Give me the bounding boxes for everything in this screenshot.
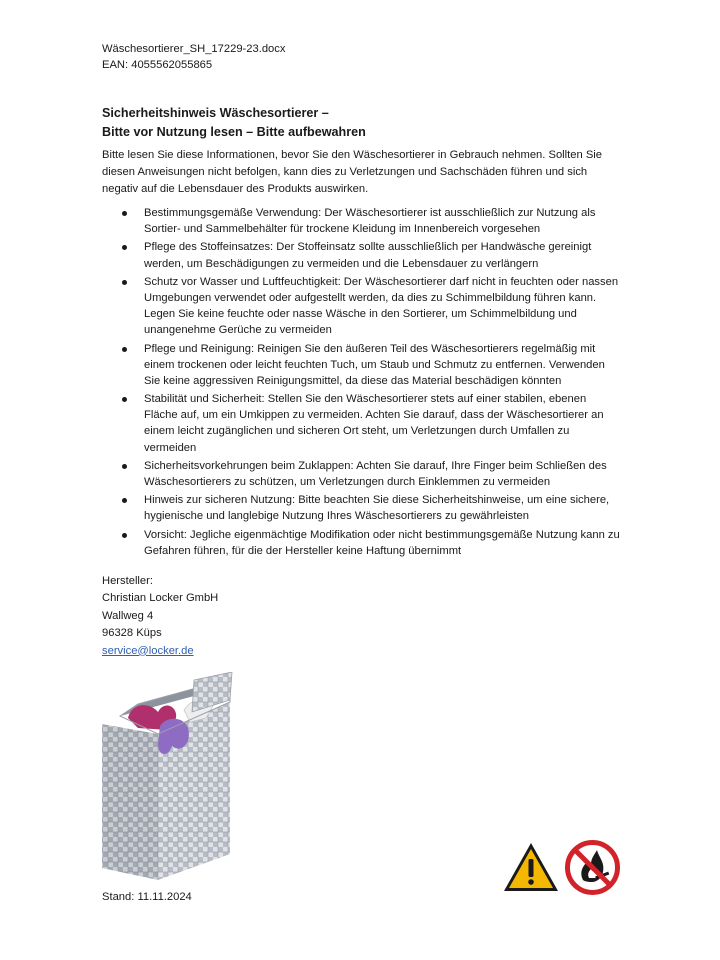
sorter-left-side — [102, 724, 158, 880]
bullet-icon — [122, 464, 127, 469]
list-item-text: Stabilität und Sicherheit: Stellen Sie den Wäschesortierer stets auf einer stabilen, ebenen Fläche auf, um ein Umkippen zu vermeiden. Achten Sie darauf, dass der Wäschesortierer an einem leicht zugänglichen und sicheren Ort steht, um Verletzungen durch Umfallen zu vermeiden — [144, 393, 604, 454]
bullet-icon — [122, 280, 127, 285]
list-item-text: Hinweis zur sicheren Nutzung: Bitte beachten Sie diese Sicherheitshinweise, um eine sichere, hygienische und langlebige Nutzung Ihres Wäschesortierers zu gewährleisten — [144, 494, 610, 523]
list-item — [102, 205, 622, 237]
list-item — [102, 391, 622, 455]
document-filename: Wäschesortierer_SH_17229-23.docx — [102, 43, 286, 55]
list-item-text: Sicherheitsvorkehrungen beim Zuklappen: Achten Sie darauf, Ihre Finger beim Schließen des Wäschesortierers zu schützen, um Verletzungen durch Einklemmen zu vermeiden — [144, 459, 607, 488]
bullet-icon — [122, 211, 127, 216]
list-item — [102, 341, 622, 389]
title-line-2: Bitte vor Nutzung lesen – Bitte aufbewahren — [102, 125, 366, 139]
list-item — [102, 458, 622, 490]
safety-list — [102, 205, 622, 561]
laundry-sorter-image — [98, 672, 238, 884]
intro-paragraph: Bitte lesen Sie diese Informationen, bevor Sie den Wäschesortierer in Gebrauch nehmen. Sollten Sie diesen Anweisungen nicht befolgen, kann dies zu Verletzungen und Sachschäden führen und sich negativ auf die Lebensdauer des Produkts auswirken. — [102, 149, 602, 196]
bullet-icon — [122, 533, 127, 538]
bullet-icon — [122, 498, 127, 503]
document-header — [102, 41, 285, 73]
manufacturer-email-link[interactable]: service@locker.de — [102, 644, 194, 657]
list-item-text: Pflege des Stoffeinsatzes: Der Stoffeinsatz sollte ausschließlich per Handwäsche gereinigt werden, um Beschädigungen zu vermeiden und die Lebensdauer zu verlängern — [144, 241, 592, 270]
manufacturer-block — [102, 573, 218, 660]
list-item-text: Schutz vor Wasser und Luftfeuchtigkeit: Der Wäschesortierer darf nicht in feuchten oder nassen Umgebungen verwendet oder aufgestellt werden, da dies zu Schimmelbildung führen kann. Legen Sie keine feuchte oder nasse Wäsche in den Sortierer, um Schimmelbildung und unangenehme Gerüche zu vermeiden — [144, 275, 619, 337]
list-item — [102, 274, 622, 338]
list-item — [102, 492, 622, 524]
document-date: Stand: 11.11.2024 — [102, 891, 192, 903]
warning-triangle-icon — [502, 841, 560, 893]
manufacturer-street: Wallweg 4 — [102, 609, 154, 622]
bullet-icon — [122, 347, 127, 352]
list-item-text: Pflege und Reinigung: Reinigen Sie den äußeren Teil des Wäschesortierers regelmäßig mit einem trockenen oder leicht feuchten Tuch, um Staub und Schmutz zu entfernen. Verwenden Sie keine aggressiven Reinigungsmittel, da diese das Material beschädigen könnten — [144, 342, 605, 387]
bullet-icon — [122, 245, 127, 250]
no-open-flame-icon — [565, 840, 620, 895]
document-title — [102, 104, 366, 142]
list-item — [102, 239, 622, 271]
list-item — [102, 527, 622, 559]
ean-code: EAN: 4055562055865 — [102, 59, 213, 71]
list-item-text: Vorsicht: Jegliche eigenmächtige Modifikation oder nicht bestimmungsgemäße Nutzung kann zu Gefahren führen, für die der Hersteller keine Haftung übernimmt — [144, 528, 620, 557]
title-line-1: Sicherheitshinweis Wäschesortierer – — [102, 106, 329, 120]
manufacturer-city: 96328 Küps — [102, 627, 162, 640]
manufacturer-label: Hersteller: — [102, 575, 153, 587]
manufacturer-company: Christian Locker GmbH — [102, 592, 219, 605]
bullet-icon — [122, 397, 127, 402]
list-item-text: Bestimmungsgemäße Verwendung: Der Wäschesortierer ist ausschließlich zur Nutzung als Sortier- und Sammelbehälter für trockene Kleidung im Innenbereich vorgesehen — [144, 207, 596, 236]
